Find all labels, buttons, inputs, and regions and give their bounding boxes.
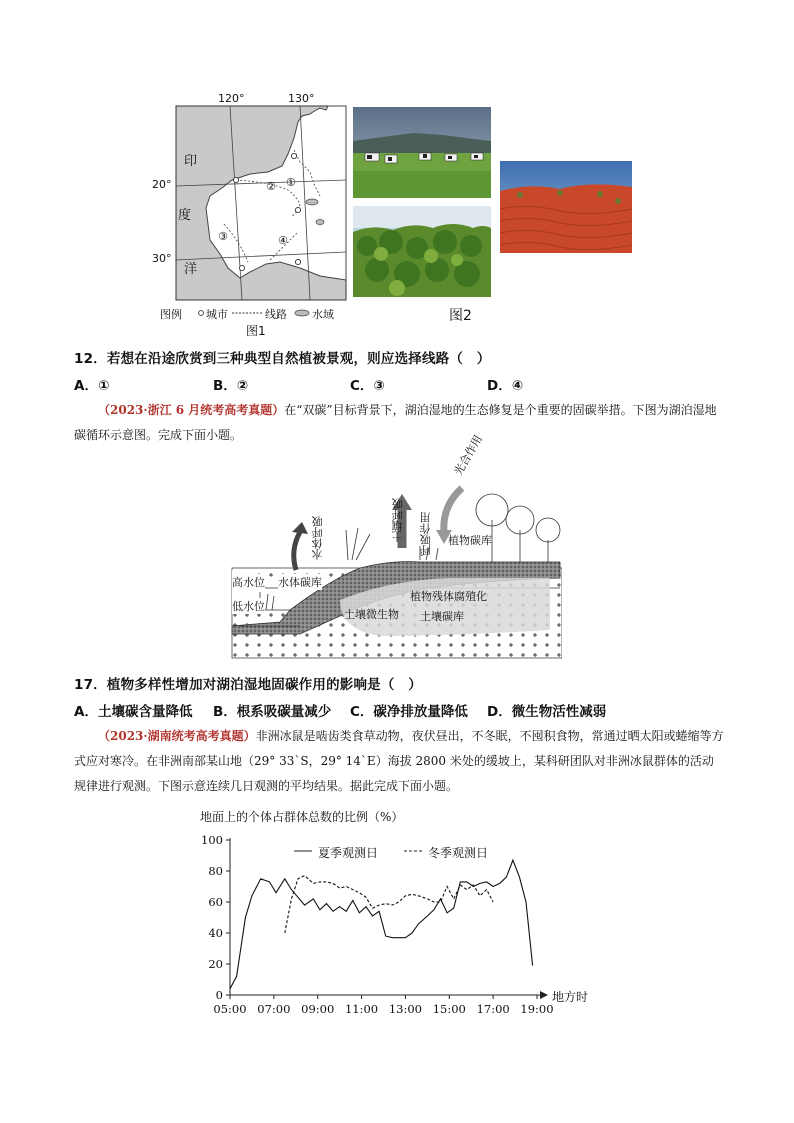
- legend-prefix: 图例: [160, 308, 182, 321]
- legend-water: 水域: [312, 308, 334, 321]
- red-desert-photo: [500, 161, 632, 253]
- intro-passage-2: [74, 724, 724, 799]
- chart-ylabel: 地面上的个体占群体总数的比例（%）: [200, 810, 404, 824]
- q17-option-c[interactable]: C．碳净排放量降低: [350, 704, 468, 720]
- wetland-carbon-diagram: [230, 432, 562, 660]
- lat-label-30: 30°: [152, 252, 172, 265]
- q17-option-b[interactable]: B．根系吸碳量减少: [213, 704, 332, 720]
- source-tag-zhejiang: （2023·浙江 6 月统考高考真题）: [98, 403, 285, 417]
- label-respiration: 呼吸作用: [419, 512, 432, 556]
- label-low-water: 低水位: [232, 600, 265, 613]
- grassland-cattle-photo: [353, 107, 491, 198]
- summer-series-line: [230, 860, 533, 989]
- y-tick-label: 60: [208, 895, 223, 909]
- q12-option-a[interactable]: A．①: [74, 378, 110, 394]
- x-tick-label: 17:00: [476, 1002, 510, 1016]
- label-humus: 植物残体腐殖化: [410, 590, 487, 603]
- y-tick-label: 20: [208, 957, 223, 971]
- ocean-label-2: 度: [178, 208, 192, 223]
- source-tag-hunan: （2023·湖南统考高考真题）: [98, 729, 256, 743]
- route-marker-2: ②: [266, 180, 276, 193]
- x-tick-label: 07:00: [257, 1002, 291, 1016]
- ocean-label-1: 印: [184, 154, 198, 169]
- route-marker-1: ①: [286, 176, 296, 189]
- lon-label-130: 130°: [288, 92, 315, 105]
- photo-caption: 图2: [449, 308, 472, 324]
- x-tick-label: 13:00: [388, 1002, 423, 1016]
- intro-2-text: 非洲冰鼠是啮齿类食草动物，夜伏昼出，不冬眠，不囤积食物，常通过晒太阳或蜷缩等方式应对寒冷。在非洲南部某山地（29° 33`S，29° 14`E）海拔 2800 米处的缓坡上，某科研团队对非洲冰鼠群体的活动规律进行观测。下图示意连续几日观测的平均结果。据此完成下面小题。: [74, 729, 724, 793]
- x-tick-label: 09:00: [301, 1002, 335, 1016]
- y-tick-label: 80: [208, 864, 223, 878]
- forest-photo: [353, 206, 491, 297]
- legend-city: 城市: [206, 308, 228, 321]
- label-high-water: 高水位: [232, 576, 265, 589]
- map-caption: 图1: [246, 324, 266, 338]
- label-soil-respiration: 土壤呼吸: [391, 498, 404, 542]
- label-water-respiration: 水体呼吸: [311, 516, 324, 560]
- q17-stem: 17．植物多样性增加对湖泊湿地固碳作用的影响是（ ）: [74, 677, 422, 693]
- y-tick-label: 40: [208, 926, 223, 940]
- route-marker-3: ③: [218, 230, 228, 243]
- y-tick-label: 100: [201, 833, 223, 847]
- q12-option-c[interactable]: C．③: [350, 378, 385, 394]
- intro-1-text: 在“双碳”目标背景下，湖泊湿地的生态修复是个重要的固碳举措。下图为湖泊湿地碳循环示意图。完成下面小题。: [74, 403, 717, 442]
- x-tick-label: 05:00: [213, 1002, 247, 1016]
- ocean-label-3: 洋: [184, 262, 198, 277]
- label-soil-microbe: 土壤微生物: [344, 608, 399, 621]
- q17-option-a[interactable]: A．土壤碳含量降低: [74, 704, 193, 720]
- x-tick-label: 15:00: [432, 1002, 466, 1016]
- label-plant-carbon: 植物碳库: [448, 534, 492, 547]
- x-tick-label: 11:00: [344, 1002, 379, 1016]
- legend-winter-label: 冬季观测日: [428, 846, 489, 860]
- map-figure: [152, 92, 350, 338]
- intro-passage-1: [74, 398, 724, 448]
- y-tick-label: 0: [215, 988, 223, 1002]
- q12-option-b[interactable]: B．②: [213, 378, 249, 394]
- chart-svg: [190, 808, 610, 1023]
- x-tick-label: 19:00: [520, 1002, 554, 1016]
- chart-xlabel: 地方时: [552, 990, 589, 1004]
- legend-summer-label: 夏季观测日: [318, 846, 379, 860]
- q12-option-d[interactable]: D．④: [487, 378, 524, 394]
- q12-stem: 12．若想在沿途欣赏到三种典型自然植被景观，则应选择线路（ ）: [74, 351, 491, 367]
- lat-label-20: 20°: [152, 178, 172, 191]
- x-axis-arrow-icon: [540, 991, 548, 999]
- label-water-carbon: 水体碳库: [278, 576, 322, 589]
- line-chart: [190, 808, 610, 1023]
- route-marker-4: ④: [278, 234, 288, 247]
- label-soil-carbon: 土壤碳库: [420, 610, 464, 623]
- legend-route: 线路: [265, 308, 287, 321]
- lon-label-120: 120°: [218, 92, 245, 105]
- label-photosynthesis: 光合作用: [451, 432, 485, 478]
- q17-option-d[interactable]: D．微生物活性减弱: [487, 704, 607, 720]
- australia-map: [170, 92, 350, 322]
